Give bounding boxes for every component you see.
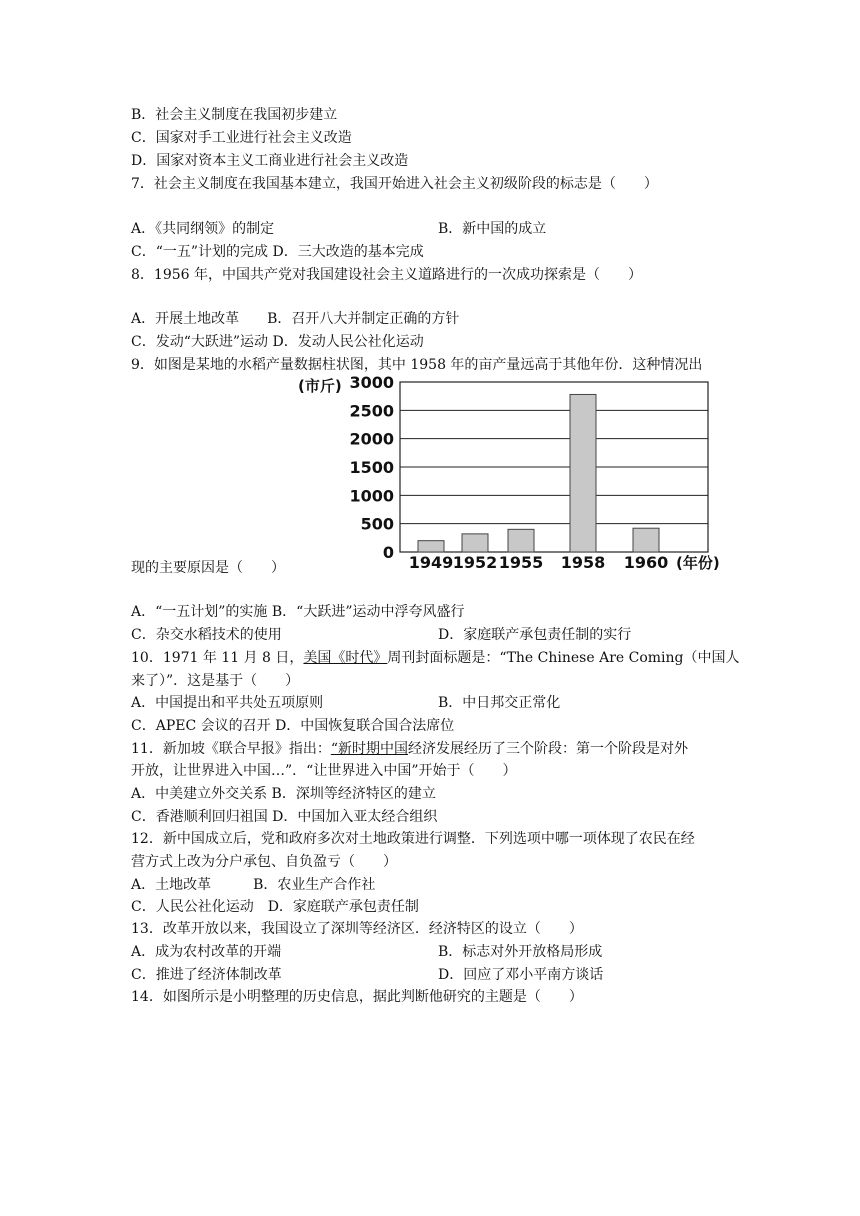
q8-options-cd: C．发动“大跃进”运动 D．发动人民公社化运动 xyxy=(131,334,424,350)
q10-underlined-text: 美国《时代》 xyxy=(303,650,388,666)
q10-stem-post: 周刊封面标题是：“The Chinese Are Coming（中国人 xyxy=(387,650,740,666)
x-tick-labels xyxy=(409,553,669,572)
chart-grid xyxy=(400,382,708,552)
q7-options-cd: C．“一五”计划的完成 D．三大改造的基本完成 xyxy=(131,244,424,260)
q13-option-c: C．推进了经济体制改革 xyxy=(131,967,282,983)
q12-options-cd: C．人民公社化运动 D．家庭联产承包责任制 xyxy=(131,899,419,915)
bar-1949 xyxy=(418,541,444,552)
q7-option-a: A．《共同纲领》的制定 xyxy=(131,221,275,237)
q10-options-cd: C．APEC 会议的召开 D．中国恢复联合国合法席位 xyxy=(131,718,455,734)
chart-bars xyxy=(418,394,659,552)
q11-options-ab: A．中美建立外交关系 B．深圳等经济特区的建立 xyxy=(131,786,436,802)
q11-options-cd: C．香港顺利回归祖国 D．中国加入亚太经合组织 xyxy=(131,809,438,825)
y-tick-label: 1000 xyxy=(349,486,394,506)
bar-1952 xyxy=(462,534,488,552)
x-tick-label: 1952 xyxy=(452,553,498,572)
q13-option-b: B．标志对外开放格局形成 xyxy=(438,944,603,960)
q10-stem xyxy=(131,649,740,667)
y-tick-labels xyxy=(349,374,394,562)
y-tick-label: 2000 xyxy=(349,429,394,449)
bar-1955 xyxy=(508,529,534,552)
q8-stem: 8．1956 年，中国共产党对我国建设社会主义道路进行的一次成功探索是（ ） xyxy=(131,267,642,283)
q9-stem: 9．如图是某地的水稻产量数据柱状图，其中 1958 年的亩产量远高于其他年份．这种情况出 xyxy=(131,357,703,373)
x-axis-label: (年份) xyxy=(676,554,720,572)
x-tick-label: 1960 xyxy=(623,553,669,572)
bar-1960 xyxy=(633,528,659,552)
q10-stem-pre: 10．1971 年 11 月 8 日， xyxy=(131,650,304,666)
q11-stem-post: 经济发展经历了三个阶段：第一个阶段是对外 xyxy=(408,741,688,757)
q12-stem: 12．新中国成立后，党和政府多次对土地政策进行调整．下列选项中哪一项体现了农民在经 xyxy=(131,831,695,847)
q11-stem xyxy=(131,740,688,758)
q9-option-d: D．家庭联产承包责任制的实行 xyxy=(438,627,632,643)
bar-1958 xyxy=(570,394,596,552)
y-axis-label: (市斤) xyxy=(298,377,342,395)
q6-option-d: D．国家对资本主义工商业进行社会主义改造 xyxy=(131,153,409,169)
q13-option-a: A．成为农村改革的开端 xyxy=(131,944,282,960)
rice-yield-bar-chart xyxy=(296,374,728,576)
y-tick-label: 1500 xyxy=(349,458,394,477)
q6-option-c: C．国家对手工业进行社会主义改造 xyxy=(131,130,352,146)
q12-options-ab: A．土地改革 B．农业生产合作社 xyxy=(131,877,376,893)
x-tick-label: 1955 xyxy=(498,553,544,572)
q9-options-ab: A．“一五计划”的实施 B．“大跃进”运动中浮夸风盛行 xyxy=(131,604,465,620)
q7-stem: 7．社会主义制度在我国基本建立，我国开始进入社会主义初级阶段的标志是（ ） xyxy=(131,176,658,192)
q9-option-c: C．杂交水稻技术的使用 xyxy=(131,627,282,643)
q11-stem-pre: 11．新加坡《联合早报》指出： xyxy=(131,741,331,757)
q6-option-b: B．社会主义制度在我国初步建立 xyxy=(131,107,338,123)
q10-stem-cont: 来了）”．这是基于（ ） xyxy=(131,673,300,689)
q10-option-a: A．中国提出和平共处五项原则 xyxy=(131,695,324,711)
x-tick-label: 1949 xyxy=(408,553,454,572)
q7-option-b: B．新中国的成立 xyxy=(438,221,547,237)
q14-stem: 14．如图所示是小明整理的历史信息，据此判断他研究的主题是（ ） xyxy=(131,989,583,1005)
y-tick-label: 500 xyxy=(360,514,394,534)
q10-option-b: B．中日邦交正常化 xyxy=(438,695,561,711)
x-tick-label: 1958 xyxy=(560,553,606,572)
y-tick-label: 3000 xyxy=(349,374,394,392)
y-tick-label: 0 xyxy=(382,543,394,562)
q12-stem-cont: 营方式上改为分户承包、自负盈亏（ ） xyxy=(131,854,397,870)
q8-options-ab: A．开展土地改革 B．召开八大并制定正确的方针 xyxy=(131,311,460,327)
q13-option-d: D．回应了邓小平南方谈话 xyxy=(438,967,604,983)
q13-stem: 13．改革开放以来，我国设立了深圳等经济区．经济特区的设立（ ） xyxy=(131,921,583,937)
y-tick-label: 2500 xyxy=(349,401,394,421)
q11-stem-cont: 开放，让世界进入中国…”．“让世界进入中国”开始于（ ） xyxy=(131,763,517,779)
q9-stem-cont: 现的主要原因是（ ） xyxy=(131,560,285,576)
q11-underlined-text: “新时期中国 xyxy=(330,741,408,757)
